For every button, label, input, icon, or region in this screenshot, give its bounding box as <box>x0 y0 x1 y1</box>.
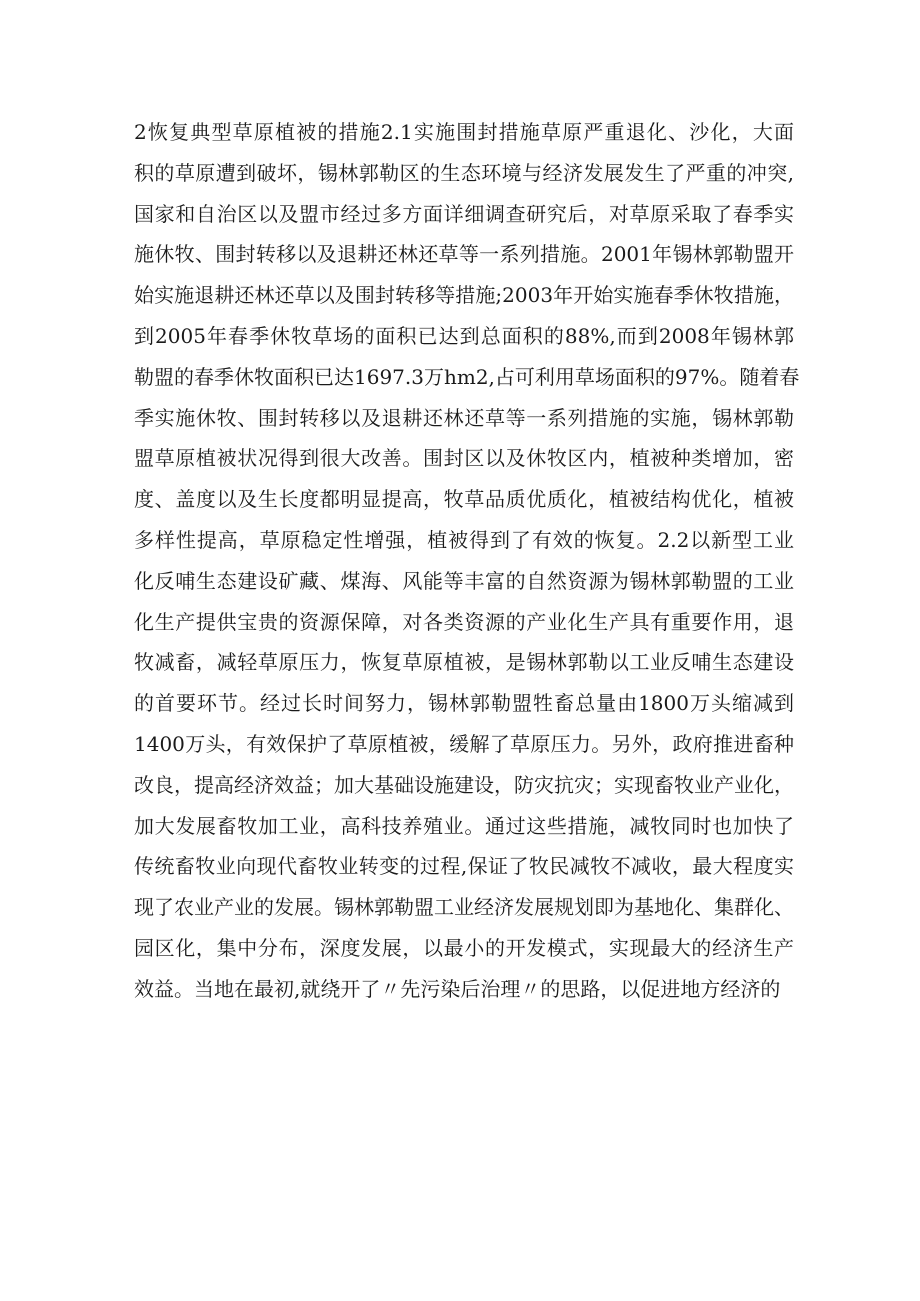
text-line: 多样性提高，草原稳定性增强，植被得到了有效的恢复。2.2以新型工业 <box>134 527 794 552</box>
text-line: 效益。当地在最初,就绕开了〃先污染后治理〃的思路，以促进地方经济的 <box>134 976 781 1001</box>
text-line: 度、盖度以及生长度都明显提高，牧草品质优质化，植被结构优化，植被 <box>134 487 794 512</box>
text-line: 施休牧、围封转移以及退耕还林还草等一系列措施。2001年锡林郭勒盟开 <box>134 242 794 267</box>
text-line: 加大发展畜牧加工业，高科技养殖业。通过这些措施，减牧同时也加快了 <box>134 813 794 838</box>
text-line: 的首要环节。经过长时间努力，锡林郭勒盟牲畜总量由1800万头缩减到 <box>134 691 794 716</box>
text-line: 2恢复典型草原植被的措施2.1实施围封措施草原严重退化、沙化，大面 <box>134 120 794 144</box>
text-line: 季实施休牧、围封转移以及退耕还林还草等一系列措施的实施，锡林郭勒 <box>134 405 794 430</box>
text-line: 化生产提供宝贵的资源保障，对各类资源的产业化生产具有重要作用，退 <box>134 609 794 634</box>
text-line: 现了农业产业的发展。锡林郭勒盟工业经济发展规划即为基地化、集群化、 <box>134 895 794 920</box>
text-line: 园区化，集中分布，深度发展，以最小的开发模式，实现最大的经济生产 <box>134 935 794 960</box>
text-line: 牧减畜，减轻草原压力，恢复草原植被，是锡林郭勒以工业反哺生态建设 <box>134 650 794 675</box>
text-line: 传统畜牧业向现代畜牧业转变的过程,保证了牧民减牧不减收，最大程度实 <box>134 854 794 879</box>
text-line: 积的草原遭到破坏，锡林郭勒区的生态环境与经济发展发生了严重的冲突, <box>134 160 794 185</box>
text-line: 到2005年春季休牧草场的面积已达到总面积的88%,而到2008年锡林郭 <box>134 323 794 348</box>
text-line: 化反哺生态建设矿藏、煤海、风能等丰富的自然资源为锡林郭勒盟的工业 <box>134 568 794 593</box>
text-line: 勒盟的春季休牧面积已达1697.3万hm2,占可利用草场面积的97%。随着春 <box>134 364 800 389</box>
body-paragraph <box>134 112 800 1010</box>
text-line: 盟草原植被状况得到很大改善。围封区以及休牧区内，植被种类增加，密 <box>134 446 794 471</box>
text-line: 始实施退耕还林还草以及围封转移等措施;2003年开始实施春季休牧措施， <box>134 283 794 308</box>
text-line: 改良，提高经济效益；加大基础设施建设，防灾抗灾；实现畜牧业产业化， <box>134 772 794 797</box>
text-line: 1400万头，有效保护了草原植被，缓解了草原压力。另外，政府推进畜种 <box>134 731 794 756</box>
text-line: 国家和自治区以及盟市经过多方面详细调查研究后，对草原采取了春季实 <box>134 201 794 226</box>
